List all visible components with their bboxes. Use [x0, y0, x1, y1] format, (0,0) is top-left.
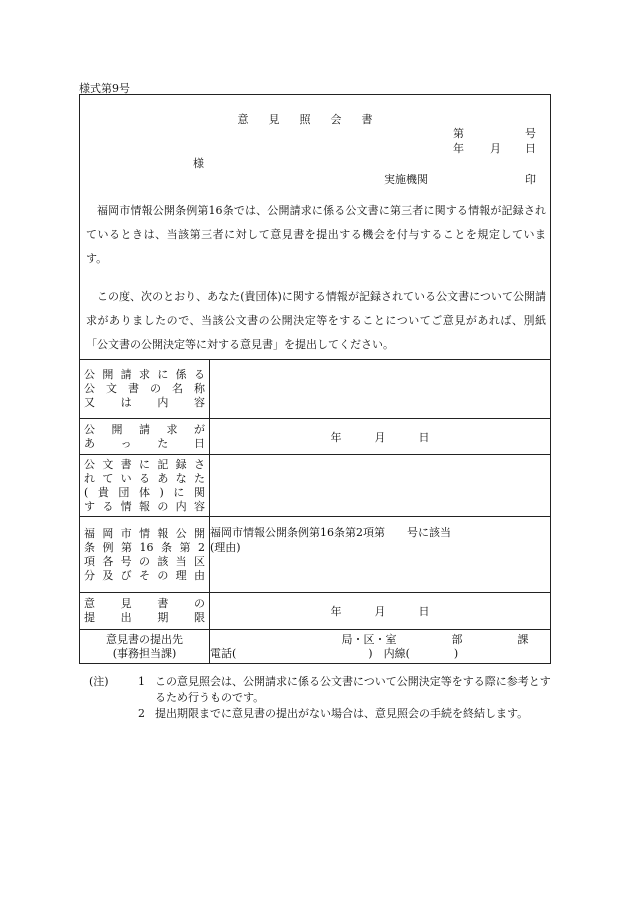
- deadline-value: 年 月 日: [210, 593, 551, 630]
- table-row: [80, 593, 550, 630]
- submit-to-label: 意見書の提出先 (事務担当課): [80, 630, 210, 664]
- request-date-value: 年 月 日: [210, 419, 551, 455]
- doc-no-suffix: 号: [525, 127, 536, 140]
- date-year: 年: [453, 142, 464, 155]
- table-row: [80, 419, 550, 455]
- table-row: [80, 455, 550, 517]
- info-table: [80, 359, 550, 664]
- note-text: この意見照会は、公開請求に係る公文書について公開決定等をする際に参考とするため行うものです。: [155, 675, 551, 704]
- form-number: 様式第9号: [79, 82, 130, 95]
- table-row: [80, 630, 550, 664]
- sender-label: 実施機関: [384, 173, 428, 186]
- recorded-info-value: [210, 455, 551, 517]
- submit-to-value: 局・区・室 部 課 電話( ) 内線( ): [210, 630, 551, 664]
- notes: [89, 674, 559, 722]
- request-subject-value: [210, 360, 551, 419]
- addressee-suffix: 様: [193, 157, 204, 170]
- inquiry-form: [79, 94, 551, 664]
- paragraph-2: この度、次のとおり、あなた(貴団体)に関する情報が記録されている公文書について公開請求がありましたので、当該公文書の公開決定等をすることについてご意見があれば、別紙「公文書の公開決定等に対する意見書」を提出してください。: [86, 290, 546, 351]
- deadline-label: 意見書の 提出期限: [80, 593, 210, 630]
- note-mark: (注): [89, 675, 109, 688]
- note-number: 1: [138, 675, 145, 688]
- date-day: 日: [525, 142, 536, 155]
- note-number: 2: [138, 707, 145, 720]
- note-item: [89, 706, 559, 722]
- note-item: [89, 674, 559, 706]
- date-month: 月: [490, 142, 501, 155]
- table-row: [80, 360, 550, 419]
- doc-no-prefix: 第: [453, 127, 464, 140]
- seal-mark: 印: [525, 173, 536, 186]
- note-text: 提出期限までに意見書の提出がない場合は、意見照会の手続を終結します。: [155, 707, 529, 720]
- request-date-label: 公開請求が あった日: [80, 419, 210, 455]
- exemption-label: 福岡市情報公開 条例第16条第2 項各号の該当区 分及びその理由: [80, 517, 210, 593]
- form-title: 意見照会書: [237, 113, 393, 126]
- table-row: [80, 517, 550, 593]
- paragraph-1: 福岡市情報公開条例第16条では、公開請求に係る公文書に第三者に関する情報が記録されているときは、当該第三者に対して意見書を提出する機会を付与することを規定しています。: [86, 204, 546, 265]
- request-subject-label: 公開請求に係る 公文書の名称 又は内容: [80, 360, 210, 419]
- recorded-info-label: 公文書に記録さ れているあなた (貴団体)に関 する情報の内容: [80, 455, 210, 517]
- exemption-value: 福岡市情報公開条例第16条第2項第 号に該当 (理由): [210, 517, 551, 593]
